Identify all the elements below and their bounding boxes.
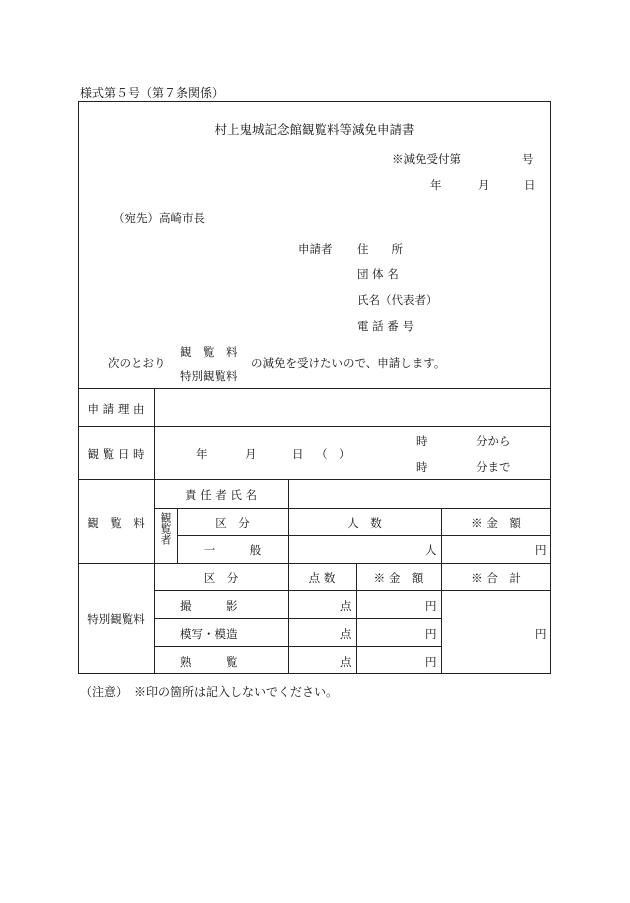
special-col-points: 点 数 (308, 571, 336, 585)
note: （注意） ※印の箇所は記入しないでください。 (80, 685, 339, 699)
reason-label: 申 請 理 由 (87, 402, 145, 416)
statement-option-fee[interactable]: 観 覧 料 (180, 345, 238, 359)
statement-option-special[interactable]: 特別観覧料 (180, 369, 238, 383)
special-row-unit-yen: 円 (425, 655, 437, 669)
visit-month: 月 (245, 447, 257, 461)
special-label: 特別観覧料 (87, 612, 145, 626)
rule (78, 563, 551, 564)
statement-suffix: の減免を受けたいので、申請します。 (251, 356, 446, 370)
special-row-unit-pt: 点 (340, 627, 352, 641)
rule (154, 590, 551, 591)
special-row-unit-yen: 円 (425, 599, 437, 613)
special-row-name: 模写・模造 (180, 627, 238, 641)
statement-prefix: 次のとおり (108, 356, 166, 370)
receipt-suffix: 号 (522, 152, 534, 166)
special-col-category: 区 分 (203, 571, 239, 585)
reason-input[interactable] (156, 390, 550, 425)
date-month: 月 (478, 178, 490, 192)
rule (78, 479, 551, 480)
visit-day: 日 (292, 447, 304, 461)
responsible-label: 責 任 者 氏 名 (184, 488, 258, 502)
applicant-phone-label: 電 話 番 号 (357, 319, 414, 333)
special-row-unit-pt: 点 (340, 599, 352, 613)
special-row-name: 熟 覧 (180, 655, 238, 669)
applicant-name-label: 氏名（代表者） (357, 293, 438, 307)
fee-col-amount: ※ 金 額 (471, 516, 521, 530)
rule (177, 535, 551, 536)
applicant-label: 申請者 (298, 242, 333, 256)
fee-label: 観 覧 料 (87, 516, 145, 530)
rule (154, 646, 441, 647)
fee-col-category: 区 分 (215, 516, 250, 530)
visit-label: 観 覧 日 時 (87, 447, 145, 461)
fee-col-count: 人 数 (347, 516, 382, 530)
rule (154, 508, 551, 509)
special-row-unit-pt: 点 (340, 655, 352, 669)
special-col-total: ※ 合 計 (471, 571, 521, 585)
visit-year: 年 (196, 447, 208, 461)
rule (154, 618, 441, 619)
visit-min-to: 分まで (476, 460, 511, 474)
fee-unit-yen: 円 (535, 543, 547, 557)
rule (78, 426, 551, 427)
fee-unit-person: 人 (425, 543, 437, 557)
applicant-group-label: 団 体 名 (357, 267, 399, 281)
special-row-name: 撮 影 (180, 599, 238, 613)
receipt-label: ※減免受付第 (392, 152, 461, 166)
date-day: 日 (524, 178, 536, 192)
form-title: 村上鬼城記念館観覧料等減免申請書 (214, 122, 415, 137)
addressee: （宛先）高崎市長 (113, 211, 205, 225)
label-divider (154, 388, 155, 674)
applicant-address-label: 住 所 (357, 242, 403, 256)
special-row-unit-yen: 円 (425, 627, 437, 641)
visit-hour-from: 時 (416, 434, 428, 448)
rule (78, 388, 551, 389)
visit-min-from: 分から (476, 434, 511, 448)
responsible-input[interactable] (290, 481, 550, 507)
fee-row-general: 一 般 (203, 543, 262, 557)
special-col-amount: ※ 金 額 (373, 571, 424, 585)
visit-hour-to: 時 (416, 460, 428, 474)
visit-weekday: （ ） (316, 447, 351, 461)
date-year: 年 (430, 178, 442, 192)
viewer-label: 観覧者 (159, 512, 172, 545)
form-id: 様式第５号（第７条関係） (80, 86, 225, 100)
special-total-yen: 円 (535, 627, 547, 641)
